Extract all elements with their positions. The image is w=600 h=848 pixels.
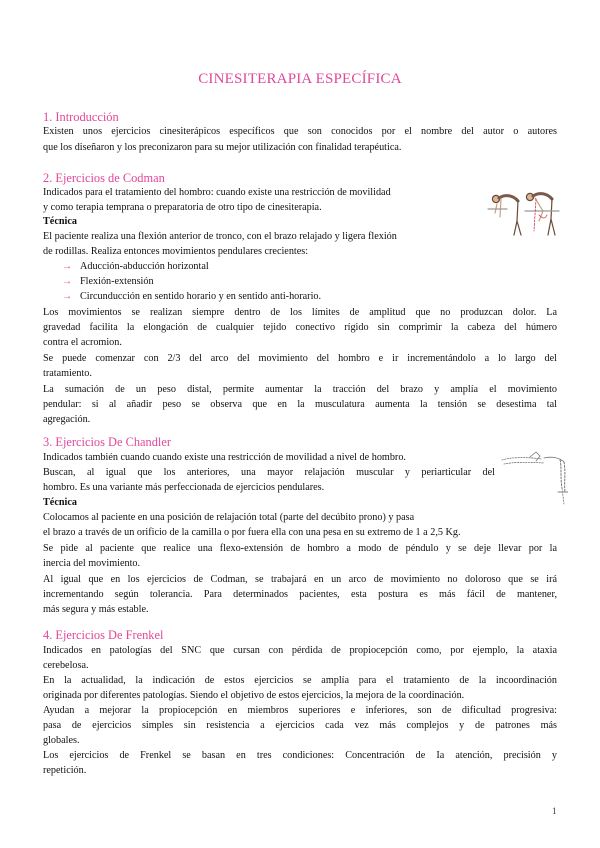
page-title: CINESITERAPIA ESPECÍFICA [198,71,402,87]
list-item [62,259,209,275]
arrow-icon: → [62,261,73,272]
codman-body-line-1: Los movimientos se realizan siempre dentro de los límites de amplitud que no produzcan dolor. La [43,307,557,318]
frenkel-line-2: cerebelosa. [43,660,89,671]
codman-exercise-illustration [487,187,561,253]
chandler-technique-line-2: el brazo a través de un orificio de la camilla o por fuera ella con una pesa en su extremo de 1 a 2,5 Kg. [43,527,461,538]
codman-body-line-6: La sumación de un peso distal, permite aumentar la tracción del brazo y amplía el movimiento [43,384,557,395]
codman-intro-line-2: y como terapia temprana o preparatoria de otro tipo de cinesiterapia. [43,202,322,213]
list-item-text: Flexión-extensión [80,276,154,287]
frenkel-line-6: pasa de ejercicios simples sin resistencia a ejercicios cada vez más complejos y de patrones más [43,720,557,731]
codman-technique-line-1: El paciente realiza una flexión anterior de tronco, con el brazo relajado y ligera flexión [43,231,397,242]
chandler-technique-line-3: Se pide al paciente que realice una flexo-extensión de hombro a modo de péndulo y se deje llevar por la [43,543,557,554]
arrow-icon: → [62,276,73,287]
heading-introduccion: 1. Introducción [43,110,119,124]
intro-line-2: que los diseñaron y los preconizaron para su mejor utilización con finalidad terapéutica. [43,142,402,153]
chandler-technique-line-1: Colocamos al paciente en una posición de relajación total (parte del decúbito prono) y pasa [43,512,415,523]
frenkel-line-5: Ayudan a mejorar la propiocepción en miembros superiores e inferiores, son de dificultad progresiva: [43,705,557,716]
frenkel-line-8: Los ejercicios de Frenkel se basan en tres condiciones: Concentración de Ia atención, precisión y [43,750,557,761]
page-number: 1 [552,806,557,816]
codman-intro-line-1: Indicados para el tratamiento del hombro: cuando existe una restricción de movilidad [43,187,391,198]
frenkel-line-3: En la actualidad, la indicación de estos ejercicios se amplía para el tratamiento de la incoordinación [43,675,557,686]
list-item [62,289,321,305]
chandler-technique-line-6: incrementando según tolerancia. Para determinados pacientes, esta postura es más fácil de mantener, [43,589,557,600]
codman-body-line-8: agregación. [43,414,91,425]
heading-codman: 2. Ejercicios de Codman [43,171,165,185]
chandler-intro-line-2: Buscan, al igual que los anteriores, una mayor relajación muscular y periarticular del [43,467,495,478]
codman-body-line-4: Se puede comenzar con 2/3 del arco del movimiento del hombro e ir incrementándolo a lo largo del [43,353,557,364]
intro-line-1: Existen unos ejercicios cinesiterápicos específicos que son conocidos por el nombre del autor o autores [43,126,557,137]
codman-technique-label: Técnica [43,216,77,227]
chandler-intro-line-3: hombro. Es una variante más perfeccionada de ejercicios pendulares. [43,482,325,493]
list-item-text: Circunducción en sentido horario y en sentido anti-horario. [80,291,322,302]
chandler-technique-label: Técnica [43,497,77,508]
codman-body-line-5: tratamiento. [43,368,92,379]
frenkel-line-9: repetición. [43,765,87,776]
frenkel-line-4: originada por diferentes patologías. Siendo el objetivo de estos ejercicios, la mejora de la coordinación. [43,690,465,701]
frenkel-line-1: Indicados en patologías del SNC que cursan con pérdida de propiocepción como, por ejemplo, la ataxia [43,645,557,656]
codman-body-line-2: gravedad facilita la elongación de cualquier tejido conectivo rígido sin comprimir la cabeza del húmero [43,322,557,333]
codman-body-line-7: pendular: si al añadir peso se observa que en la musculatura aumenta la tensión se desestima tal [43,399,557,410]
arrow-icon: → [62,291,73,302]
heading-chandler: 3. Ejercicios De Chandler [43,435,171,449]
chandler-technique-line-4: inercia del movimiento. [43,558,141,569]
list-item [62,274,154,290]
chandler-intro-line-1: Indicados también cuando cuando existe una restricción de movilidad a nivel de hombro. [43,452,406,463]
codman-technique-line-2: de rodillas. Realiza entonces movimientos pendulares crecientes: [43,246,309,257]
heading-frenkel: 4. Ejercicios De Frenkel [43,628,164,642]
codman-body-line-3: contra el acromion. [43,337,122,348]
list-item-text: Aducción-abducción horizontal [80,261,209,272]
chandler-exercise-illustration [500,448,568,512]
frenkel-line-7: globales. [43,735,80,746]
chandler-technique-line-7: más segura y más estable. [43,604,149,615]
chandler-technique-line-5: Al igual que en los ejercicios de Codman, se trabajará en un arco de movimiento no doloroso que se irá [43,574,557,585]
